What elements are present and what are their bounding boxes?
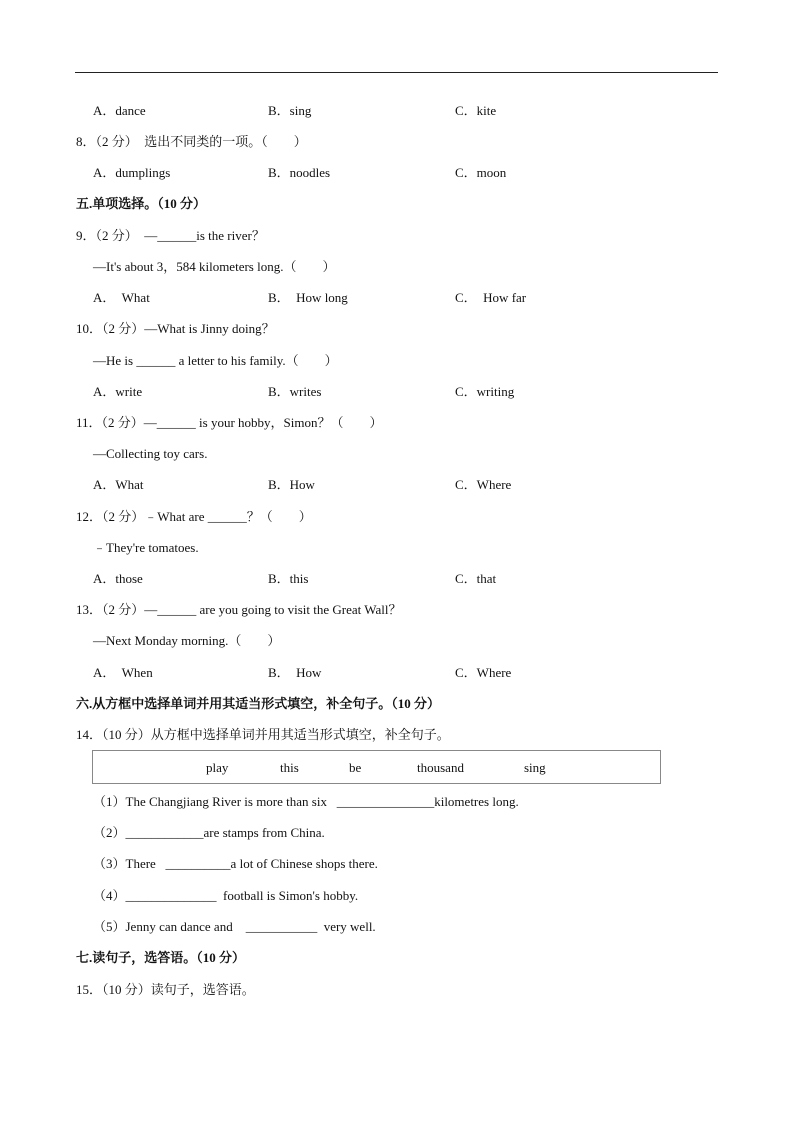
q14-item-5: （5）Jenny can dance and ___________ very well.: [93, 919, 376, 934]
q7-option-c[interactable]: C．kite: [455, 103, 497, 118]
q12-option-c[interactable]: C．that: [455, 571, 497, 586]
q10-option-b[interactable]: B．writes: [268, 384, 322, 399]
section-6-title: 六.从方框中选择单词并用其适当形式填空，补全句子。（10 分）: [76, 696, 441, 711]
q11-option-a[interactable]: A．What: [93, 477, 144, 492]
q12-option-a[interactable]: A．those: [93, 571, 143, 586]
word-bank-word: this: [280, 760, 299, 775]
q11-option-c[interactable]: C．Where: [455, 477, 512, 492]
q13-stem: 13．（2 分）—______ are you going to visit the Great Wall？: [76, 602, 402, 617]
q8-option-b[interactable]: B．noodles: [268, 165, 331, 180]
q13-option-b[interactable]: B． How: [268, 665, 322, 680]
q8-stem: 8．（2 分） 选出不同类的一项。（ ）: [76, 134, 307, 149]
word-bank-box: [92, 750, 661, 784]
word-bank-word: be: [349, 760, 362, 775]
q14-item-1: （1）The Changjiang River is more than six _______________kilometres long.: [93, 794, 519, 809]
q12-line2: ﹣They're tomatoes.: [93, 540, 199, 555]
q14-item-3: （3）There __________a lot of Chinese shops there.: [93, 856, 378, 871]
q12-stem: 12．（2 分）﹣What are ______？（ ）: [76, 509, 312, 524]
q8-option-c[interactable]: C．moon: [455, 165, 507, 180]
word-bank-word: sing: [524, 760, 546, 775]
q11-line2: —Collecting toy cars.: [93, 446, 208, 461]
q10-option-c[interactable]: C．writing: [455, 384, 515, 399]
section-5-title: 五.单项选择。（10 分）: [76, 196, 207, 211]
word-bank-word: play: [206, 760, 229, 775]
q10-stem: 10．（2 分）—What is Jinny doing？: [76, 321, 275, 336]
q13-option-c[interactable]: C．Where: [455, 665, 512, 680]
q9-option-a[interactable]: A． What: [93, 290, 150, 305]
q12-option-b[interactable]: B．this: [268, 571, 309, 586]
q15-stem: 15．（10 分）读句子，选答语。: [76, 982, 255, 997]
word-bank-word: thousand: [417, 760, 464, 775]
q13-option-a[interactable]: A． When: [93, 665, 153, 680]
q14-item-4: （4）______________ football is Simon's hobby.: [93, 888, 359, 903]
q11-stem: 11．（2 分）—______ is your hobby，Simon？（ ）: [76, 415, 383, 430]
q9-option-b[interactable]: B． How long: [268, 290, 348, 305]
q10-option-a[interactable]: A．write: [93, 384, 143, 399]
q7-option-a[interactable]: A．dance: [93, 103, 146, 118]
q9-stem: 9．（2 分） —______is the river？: [76, 228, 265, 243]
header-rule: [75, 72, 718, 73]
q14-stem: 14．（10 分）从方框中选择单词并用其适当形式填空，补全句子。: [76, 727, 450, 742]
q13-line2: —Next Monday morning.（ ）: [93, 633, 281, 648]
q8-option-a[interactable]: A．dumplings: [93, 165, 171, 180]
q9-line2: —It's about 3，584 kilometers long.（ ）: [93, 259, 336, 274]
section-7-title: 七.读句子，选答语。（10 分）: [76, 950, 246, 965]
q11-option-b[interactable]: B．How: [268, 477, 315, 492]
q9-option-c[interactable]: C． How far: [455, 290, 527, 305]
q14-item-2: （2）____________are stamps from China.: [93, 825, 325, 840]
q10-line2: —He is ______ a letter to his family.（ ）: [93, 353, 338, 368]
q7-option-b[interactable]: B．sing: [268, 103, 312, 118]
